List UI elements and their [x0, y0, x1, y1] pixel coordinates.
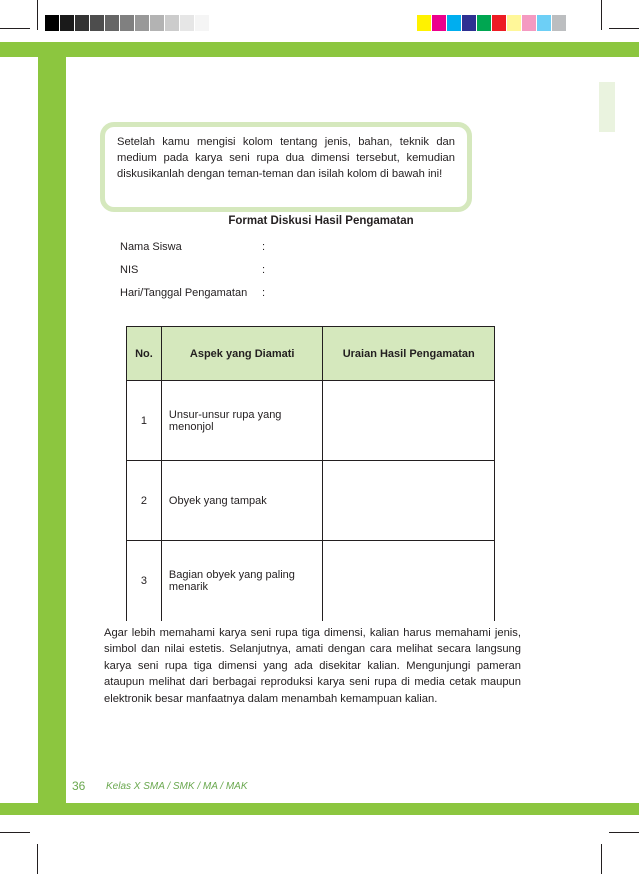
table-row — [127, 381, 495, 461]
color-swatch — [552, 15, 567, 31]
field-colon: : — [262, 287, 266, 299]
top-color-band — [0, 42, 639, 57]
color-swatch — [135, 15, 150, 31]
crop-mark — [609, 832, 639, 833]
header-uraian: Uraian Hasil Pengamatan — [323, 327, 495, 381]
color-swatch — [180, 15, 195, 31]
bottom-color-band — [0, 803, 639, 815]
field-colon: : — [262, 264, 266, 276]
color-swatch — [447, 15, 462, 31]
row-aspek: Unsur-unsur rupa yang menonjol — [161, 381, 323, 461]
instruction-text: Setelah kamu mengisi kolom tentang jenis, bahan, teknik dan medium pada karya seni rupa dua dimensi tersebut, kemudian diskusikanlah dengan teman-teman dan isilah kolom di bawah ini! — [117, 136, 455, 181]
crop-mark — [0, 28, 30, 29]
crop-mark — [37, 844, 38, 874]
color-swatch — [45, 15, 60, 31]
header-no: No. — [127, 327, 162, 381]
observation-table — [126, 326, 495, 621]
row-number: 2 — [127, 461, 162, 541]
field-colon: : — [262, 241, 266, 253]
color-swatch — [522, 15, 537, 31]
crop-mark — [601, 0, 602, 30]
field-label-nama-siswa: Nama Siswa — [120, 241, 182, 253]
row-number: 1 — [127, 381, 162, 461]
color-swatch — [492, 15, 507, 31]
table-row — [127, 541, 495, 621]
color-swatch — [120, 15, 135, 31]
side-tab — [599, 82, 615, 132]
row-uraian — [323, 541, 495, 621]
header-aspek: Aspek yang Diamati — [161, 327, 323, 381]
color-swatch — [462, 15, 477, 31]
row-number: 3 — [127, 541, 162, 621]
crop-mark — [609, 28, 639, 29]
color-swatch — [432, 15, 447, 31]
color-swatch — [75, 15, 90, 31]
page-number: 36 — [72, 779, 86, 793]
body-paragraph: Agar lebih memahami karya seni rupa tiga dimensi, kalian harus memahami jenis, simbol dan nilai estetis. Selanjutnya, amati dengan cara melihat secara langsung karya seni rupa tiga dimensi yang ada disekitar kalian. Mengunjungi pameran ataupun melihat dari berbagai reproduksi karya seni rupa di media cetak maupun elektronik besar manfaatnya dalam menambah kemampuan kalian. — [104, 627, 521, 705]
color-swatch — [60, 15, 75, 31]
instruction-callout — [100, 122, 472, 212]
row-uraian — [323, 381, 495, 461]
color-swatch — [165, 15, 180, 31]
table-row — [127, 461, 495, 541]
left-color-band — [38, 42, 66, 815]
row-aspek: Obyek yang tampak — [161, 461, 323, 541]
color-swatch — [477, 15, 492, 31]
color-swatch-strip — [417, 15, 567, 31]
color-swatch — [417, 15, 432, 31]
footer-text: Kelas X SMA / SMK / MA / MAK — [106, 781, 248, 792]
table-header-row — [127, 327, 495, 381]
crop-mark — [37, 0, 38, 30]
row-aspek: Bagian obyek yang paling menarik — [161, 541, 323, 621]
crop-mark — [0, 832, 30, 833]
field-label-nis: NIS — [120, 264, 139, 276]
format-title: Format Diskusi Hasil Pengamatan — [228, 215, 414, 227]
color-swatch — [537, 15, 552, 31]
grayscale-swatch-strip — [45, 15, 210, 31]
color-swatch — [105, 15, 120, 31]
color-swatch — [150, 15, 165, 31]
crop-mark — [601, 844, 602, 874]
field-label-hari-tanggal: Hari/Tanggal Pengamatan — [120, 287, 248, 299]
row-uraian — [323, 461, 495, 541]
color-swatch — [195, 15, 210, 31]
color-swatch — [507, 15, 522, 31]
color-swatch — [90, 15, 105, 31]
